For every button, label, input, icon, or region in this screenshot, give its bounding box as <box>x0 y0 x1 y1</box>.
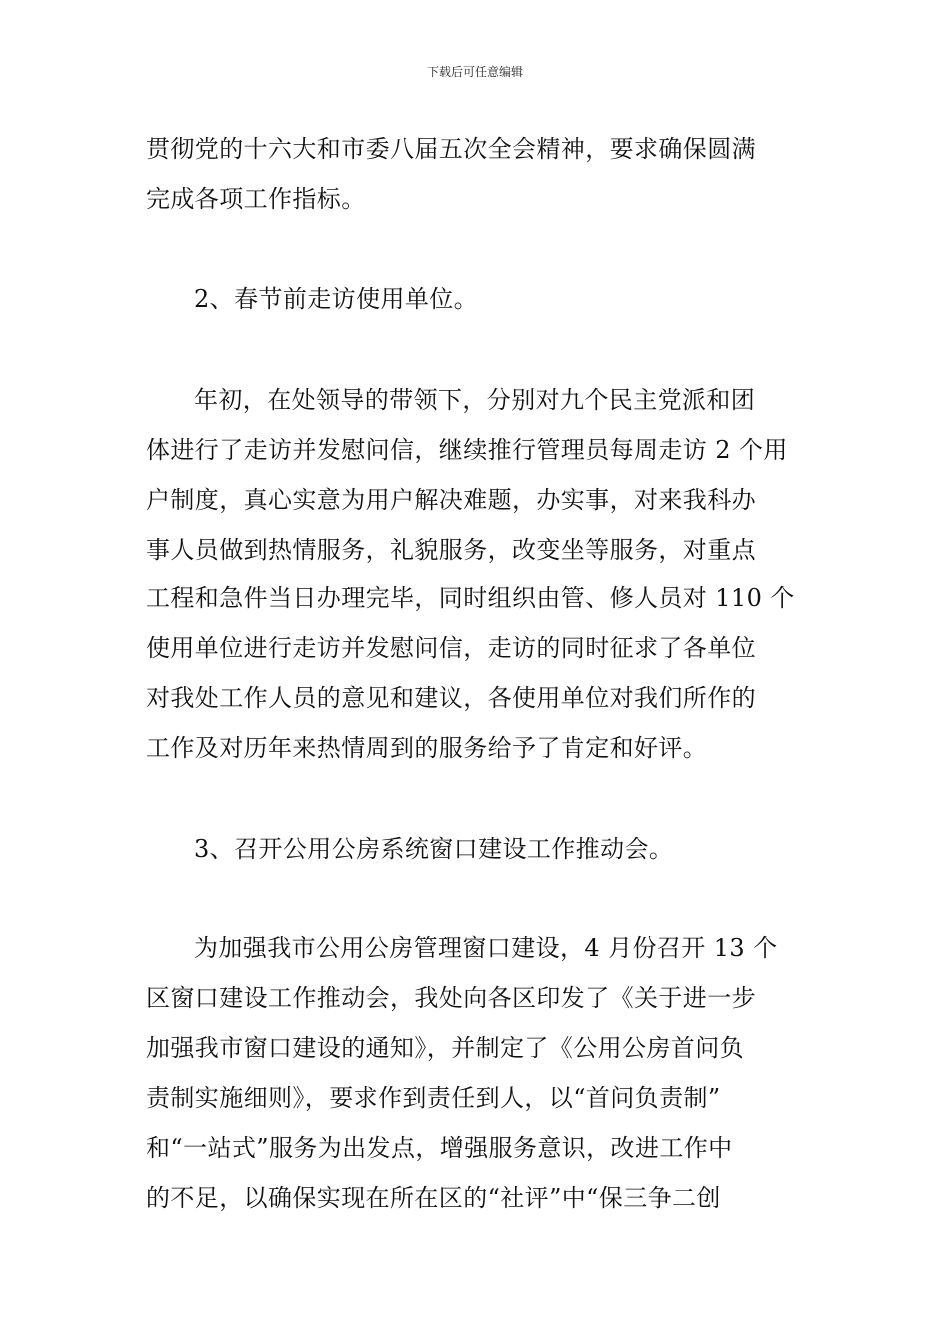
section-heading: 3、召开公用公房系统窗口建设工作推动会。 <box>194 835 674 863</box>
body-line: 区窗口建设工作推动会，我处向各区印发了《关于进一步 <box>146 984 756 1012</box>
body-line: 贯彻党的十六大和市委八届五次全会精神，要求确保圆满 <box>146 135 756 163</box>
section-heading: 2、春节前走访使用单位。 <box>194 285 479 313</box>
body-line: 体进行了走访并发慰问信，继续推行管理员每周走访 2 个用 <box>146 436 788 464</box>
body-line: 为加强我市公用公房管理窗口建设，4 月份召开 13 个 <box>194 934 778 962</box>
body-line: 的不足，以确保实现在所在区的“社评”中“保三争二创 <box>146 1184 721 1212</box>
body-line: 工作及对历年来热情周到的服务给予了肯定和好评。 <box>146 734 708 762</box>
body-line: 加强我市窗口建设的通知》，并制定了《公用公房首问负 <box>146 1034 744 1062</box>
body-line: 事人员做到热情服务，礼貌服务，改变坐等服务，对重点 <box>146 536 756 564</box>
body-line: 户制度，真心实意为用户解决难题，办实事，对来我科办 <box>146 486 756 514</box>
body-line: 使用单位进行走访并发慰问信，走访的同时征求了各单位 <box>146 634 756 662</box>
body-line: 和“一站式”服务为出发点，增强服务意识，改进工作中 <box>146 1134 733 1162</box>
body-line: 年初，在处领导的带领下，分别对九个民主党派和团 <box>194 386 756 414</box>
page-header: 下载后可任意编辑 <box>426 65 523 79</box>
body-line: 对我处工作人员的意见和建议，各使用单位对我们所作的 <box>146 684 756 712</box>
body-line: 工程和急件当日办理完毕，同时组织由管、修人员对 110 个 <box>146 584 795 612</box>
body-line: 完成各项工作指标。 <box>146 185 366 213</box>
body-line: 责制实施细则》，要求作到责任到人，以“首问负责制” <box>146 1084 721 1112</box>
